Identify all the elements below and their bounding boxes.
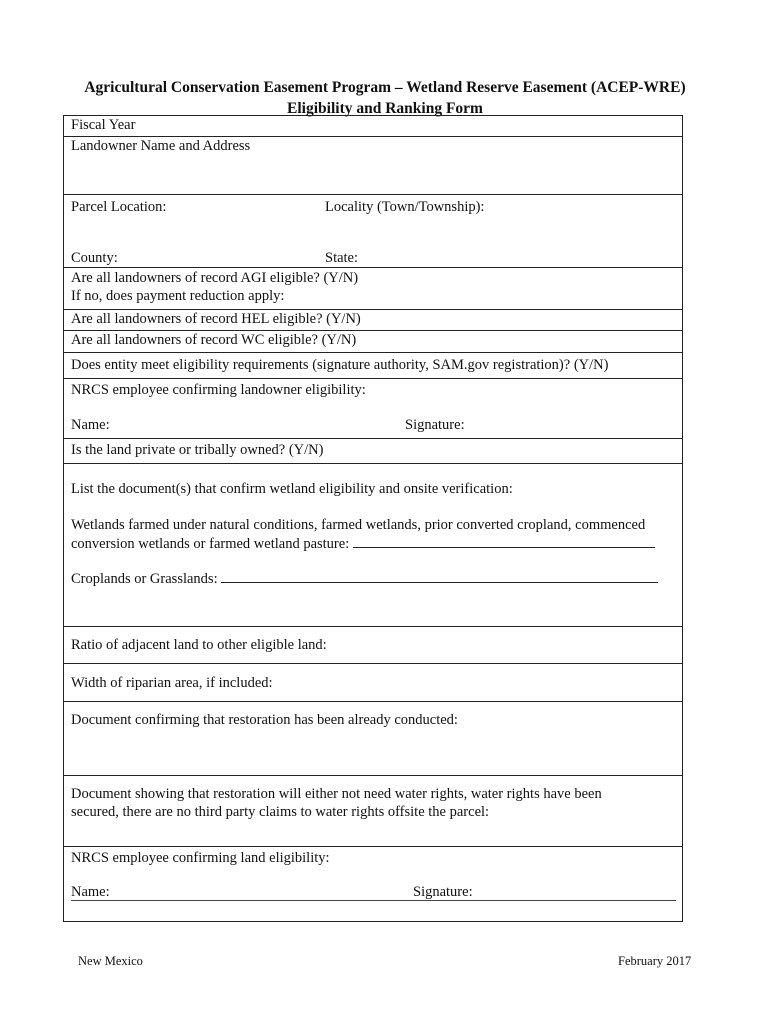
name-label-2: Name: [71,884,110,900]
croplands-blank[interactable] [221,570,658,583]
hel-row[interactable] [64,310,682,331]
wetlands-line-2 [71,535,655,553]
fiscal-year-label: Fiscal Year [71,117,136,133]
wetlands-line-2-text: conversion wetlands or farmed wetland pasture: [71,536,350,552]
state-label: State: [325,250,359,266]
riparian-row[interactable] [64,664,682,702]
footer-date: February 2017 [618,954,692,968]
form-title [0,77,770,119]
land-private-row[interactable] [64,439,682,464]
wetlands-line-1: Wetlands farmed under natural conditions, farmed wetlands, prior converted cropland, commenced [71,517,646,533]
fiscal-year-row[interactable] [64,116,682,137]
ratio-label: Ratio of adjacent land to other eligible land: [71,637,327,653]
nrcs-landowner-label: NRCS employee confirming landowner eligibility: [71,382,366,398]
nrcs-land-label: NRCS employee confirming land eligibility: [71,850,330,866]
nrcs-land-row[interactable] [64,847,682,921]
signature-line[interactable] [71,900,676,901]
ratio-row[interactable] [64,627,682,664]
water-rights-line-1: Document showing that restoration will either not need water rights, water rights have been [71,786,602,802]
eligibility-form-table [63,115,683,922]
wc-row[interactable] [64,331,682,353]
footer-state: New Mexico [78,954,143,968]
agi-row[interactable] [64,268,682,310]
croplands-line [71,570,658,588]
restoration-done-label: Document confirming that restoration has been already conducted: [71,712,458,728]
water-rights-row[interactable] [64,776,682,847]
wetland-docs-row[interactable] [64,464,682,627]
croplands-label: Croplands or Grasslands: [71,571,218,587]
riparian-label: Width of riparian area, if included: [71,675,273,691]
land-private-question: Is the land private or tribally owned? (Y/N) [71,442,324,458]
location-row[interactable] [64,195,682,268]
signature-label-1: Signature: [405,417,465,433]
entity-question: Does entity meet eligibility requirements (signature authority, SAM.gov registration)? (Y/N) [71,357,609,373]
agi-question: Are all landowners of record AGI eligible? (Y/N) [71,270,359,286]
name-label-1: Name: [71,417,110,433]
title-line-1: Agricultural Conservation Easement Program – Wetland Reserve Easement (ACEP-WRE) [84,79,686,96]
agi-followup: If no, does payment reduction apply: [71,288,285,304]
county-label: County: [71,250,118,266]
parcel-location-label: Parcel Location: [71,199,167,215]
wc-question: Are all landowners of record WC eligible? (Y/N) [71,332,357,348]
entity-row[interactable] [64,353,682,379]
nrcs-landowner-row[interactable] [64,379,682,439]
locality-label: Locality (Town/Township): [325,199,485,215]
wetlands-blank[interactable] [353,535,655,548]
landowner-row[interactable] [64,137,682,195]
title-line-2: Eligibility and Ranking Form [287,100,483,117]
hel-question: Are all landowners of record HEL eligible? (Y/N) [71,311,361,327]
landowner-label: Landowner Name and Address [71,138,251,154]
list-docs-label: List the document(s) that confirm wetland eligibility and onsite verification: [71,481,513,497]
water-rights-line-2: secured, there are no third party claims to water rights offsite the parcel: [71,804,490,820]
restoration-done-row[interactable] [64,702,682,776]
signature-label-2: Signature: [413,884,473,900]
